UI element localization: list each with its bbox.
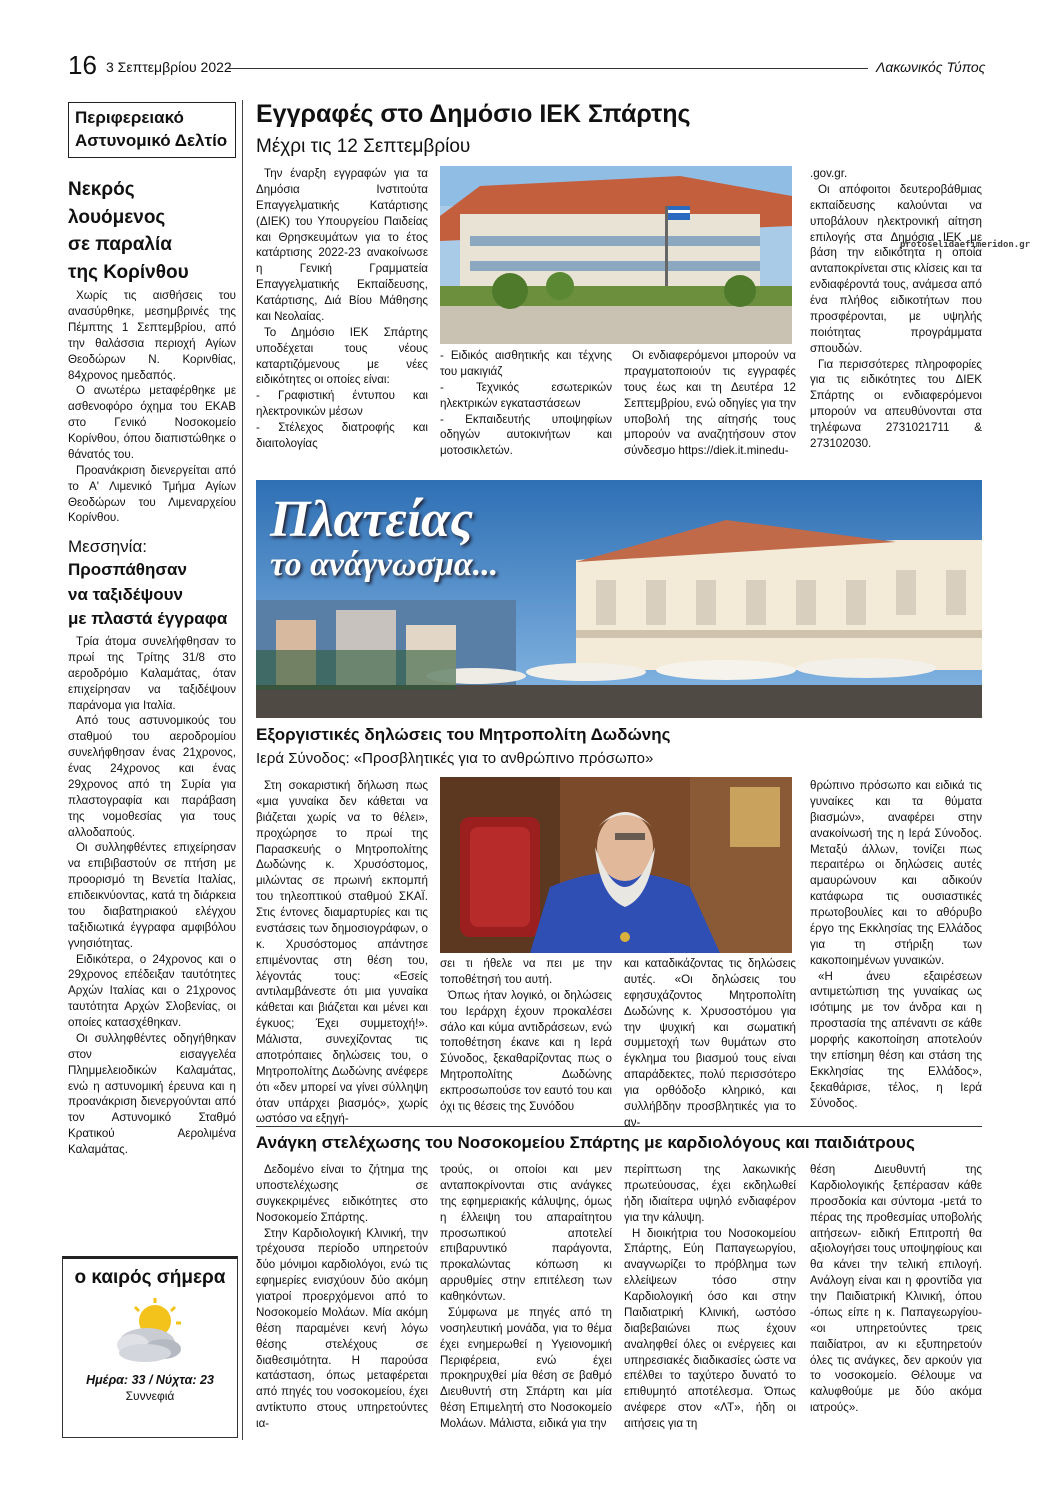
story-messinia-body: Τρία άτομα συνελήφθησαν το πρωί της Τρίτης 31/8 στο αεροδρόμιο Καλαμάτας, όταν επιχείρησαν να ταξιδέψουν παράνομα για Ιταλία. Από τους αστυνομικούς του σταθμού του αεροδρομίου συνελήφθησαν ένας 21χρονος, ένας 24χρονος και ένας 29χρονος από τη Συρία για πλαστογραφία και παράβαση της νομοθεσίας για τους αλλοδαπούς. Οι συλληφθέντες επιχείρησαν να επιβιβαστούν σε πτήση με προορισμό τη Βενετία Ιταλίας, επιδεικνύοντας, κατά τη διάρκεια του διαβατηριακού ελέγχου ταξιδιωτικά έγγραφα αμφιβόλου γνησιότητας. Ειδικότερα, ο 24χρονος και ο 29χρονος επέδειξαν ταυτότητες Αρχών Ιταλίας και ο 21χρονος ταυτότητα Αρχών Σλοβενίας, οι οποίες κατασχέθηκαν. Οι συλληφθέντες οδηγήθηκαν στον εισαγγελέα Πλημμελειοδικών Καλαμάτας, ενώ η αστυνομική έρευνα και η προανάκριση διενεργούνται από τον Αστυνομικό Σταθμό Κρατικού Αερολιμένα Καλαμάτας.	[68, 635, 236, 1157]
weather-description: Συννεφιά	[125, 1389, 175, 1403]
issue-date: 3 Σεπτεμβρίου 2022	[106, 59, 232, 75]
partly-cloudy-icon	[105, 1297, 195, 1367]
hospital-article-title: Ανάγκη στελέχωσης του Νοσοκομείου Σπάρτης με καρδιολόγους και παιδιάτρους	[256, 1133, 915, 1152]
iek-building-photo	[440, 166, 792, 344]
banner-subtitle: το ανάγνωσμα...	[270, 546, 499, 583]
story-corinth	[68, 176, 236, 526]
metropolitan-photo	[440, 777, 792, 953]
hospital-col-1: Δεδομένο είναι το ζήτημα της υποστελέχωσης σε συγκεκριμένες ειδικότητες στο Νοσοκομείο Σπάρτης. Στην Καρδιολογική Κλινική, την τρέχουσα περίοδο υπηρετούν δύο μόνιμοι καρδιολόγοι, ενώ τις εφημερίες ενισχύουν δύο ακόμη γιατροί προερχόμενοι από το Νοσοκομείο Μολάων. Μία ακόμη θέση παραμένει κενή λόγω θέσης στελέχους σε διαθεσιμότητα. Η παρούσα κατάσταση, όπως μεταφέρεται από πηγές του νοσοκομείου, έχει αντίκτυπο στους υπηρετούντες ια-	[256, 1163, 428, 1430]
iek-col-4: .gov.gr. Οι απόφοιτοι δευτεροβάθμιας εκπαίδευσης καλούνται να υποβάλουν ηλεκτρονική αίτηση επιλογής στα Δημόσια ΙΕΚ με βάση την ειδικότητα η οποία ανταποκρίνεται στις κλίσεις και τα ενδιαφέροντά τους, ανάμεσα από ένα πλήθος ειδικοτήτων που προσφέρονται, με υψηλής ποιότητας προγράμματα σπουδών. Για περισσότερες πληροφορίες για τις ειδικότητες του ΔΙΕΚ Σπάρτης οι ενδιαφερόμενοι μπορούν να απευθύνονται στα τηλέφωνα 2731021711 & 273102030.	[810, 167, 982, 450]
story-corinth-title: Νεκρός λουόμενος σε παραλία της Κορίνθου	[68, 179, 189, 283]
plateias-banner	[256, 480, 982, 718]
hospital-col-4: θέση Διευθυντή της Καρδιολογικής ξεπέρασαν κάθε προσδοκία και σύντομα -μετά το πέρας της προθεσμίας υποβολής αιτήσεων- ειδική Επιτροπή θα αξιολογήσει τους υποψηφίους και θα κάνει την τελική επιλογή. Ανάλογη είναι και η φροντίδα για την Παιδιατρική Κλινική, όπου -όπως είπε η κ. Παπαγεωργίου- «οι υπηρετούντες τρεις παιδίατροι, αν κι εξυπηρετούν όλες τις ανάγκες, δεν αρκούν για το νοσοκομείο. Θέλουμε να καλυφθούμε με δύο ακόμα ιατρούς».	[810, 1163, 982, 1415]
iek-col-2: - Ειδικός αισθητικής και τέχνης του μακιγιάζ - Τεχνικός εσωτερικών ηλεκτρικών εγκαταστάσεων - Εκπαιδευτής υποψηφίων οδηγών αυτοκινήτων και μοτοσικλετών.	[440, 349, 612, 458]
story-corinth-body: Χωρίς τις αισθήσεις του ανασύρθηκε, μεσημβρινές της Πέμπτης 1 Σεπτεμβρίου, από την θαλάσσια περιοχή Αγίων Θεοδώρων Ν. Κορινθίας, 84χρονος ημεδαπός. Ο ανωτέρω μεταφέρθηκε με ασθενοφόρο όχημα του ΕΚΑΒ στο Γενικό Νοσοκομείο Κορίνθου, όπου διαπιστώθηκε ο θάνατός του. Προανάκριση διενεργείται από το Α' Λιμενικό Τμήμα Αγίων Θεοδώρων του Λιμεναρχείου Κορίνθου.	[68, 289, 236, 525]
banner-title: Πλατείας	[270, 491, 474, 548]
story-messinia-title: Προσπάθησαν να ταξιδέψουν με πλαστά έγγραφα	[68, 560, 228, 629]
weather-temperatures: Ημέρα: 33 / Νύχτα: 23	[86, 1373, 214, 1387]
weather-title: ο καιρός σήμερα	[74, 1267, 226, 1288]
iek-col-3: Οι ενδιαφερόμενοι μπορούν να πραγματοποιούν τις εγγραφές τους έως και τη Δευτέρα 12 Σεπτεμβρίου, ενώ οδηγίες για την υποβολή της αίτησής τους μπορούν να αναζητήσουν στον σύνδεσμο https://diek.it.minedu-	[624, 349, 796, 458]
police-bulletin-title: Περιφερειακό Αστυνομικό Δελτίο	[68, 102, 236, 158]
dodoni-col-3: και καταδικάζοντας τις δηλώσεις αυτές. «Οι δηλώσεις του εφησυχάζοντος Μητροπολίτη Δωδώνης κ. Χρυσοστόμου για την ψυχική και σωματική συμμετοχή των θυμάτων στο έγκλημα του βιασμού τους είναι απαράδεκτες, πολύ περισσότερο για ορθόδοξο κληρικό, και συλλήβδην προσβλητικές για το αν-	[624, 957, 796, 1129]
header-rule	[228, 68, 868, 69]
dodoni-col-2: σει τι ήθελε να πει με την τοποθέτησή του αυτή. Όπως ήταν λογικό, οι δηλώσεις του Ιεράρχη έχουν προκαλέσει σάλο και κύμα αντιδράσεων, ενώ τοποθέτηση έκανε και η Ιερά Σύνοδος, ξεκαθαρίζοντας πως ο Μητροπολίτης Δωδώνης εκπροσωπούσε τον εαυτό του και όχι τις θέσεις της Συνόδου	[440, 957, 612, 1113]
weather-box	[62, 1256, 238, 1438]
police-bulletin-box	[68, 102, 236, 158]
page-number: 16	[68, 50, 97, 80]
hospital-col-3: περίπτωση της λακωνικής πρωτεύουσας, έχει εκδηλωθεί ήδη ιδιαίτερα υψηλό ενδιαφέρον για την κάλυψη. Η διοικήτρια του Νοσοκομείου Σπάρτης, Εύη Παπαγεωργίου, αναγνωρίζει το πρόβλημα των ελλείψεων τόσο στην Καρδιολογική όσο και στην Παιδιατρική Κλινική, ωστόσο διαβεβαιώνει πως έχουν αναληφθεί όλες οι ενέργειες και υπηρεσιακές διαδικασίες ώστε να επέλθει το ταχύτερο δυνατό το επιθυμητό αποτέλεσμα. Όπως ανέφερε στον «ΛΤ», ήδη οι αιτήσεις για τη	[624, 1163, 796, 1430]
watermark: protoselidaefimeridon.gr	[900, 240, 1031, 250]
dodoni-col-4: θρώπινο πρόσωπο και ειδικά τις γυναίκες και τα θύματα βιασμών», αναφέρει στην ανακοίνωσή της η Ιερά Σύνοδος. Μεταξύ άλλων, τονίζει πως περαιτέρω οι δηλώσεις αυτές αμαυρώνουν και αδικούν κατάφωρα τις ουσιαστικές πρωτοβουλίες και το αθόρυβο έργο της Εκκλησίας της Ελλάδος για τη στήριξη των κακοποιημένων γυναικών. «Η άνευ εξαιρέσεων αντιμετώπιση της γυναίκας ως ισότιμης με τον άνδρα και η προστασία της απέναντι σε κάθε μορφής κακοποίηση αποτελούν την επίσημη θέση και στάση της Εκκλησίας της Ελλάδος», ξεκαθάρισε, τέλος, η Ιερά Σύνοδος.	[810, 779, 982, 1110]
newspaper-name: Λακωνικός Τύπος	[876, 59, 986, 75]
story-messinia	[68, 536, 236, 1158]
iek-article-title: Εγγραφές στο Δημόσιο ΙΕΚ Σπάρτης	[256, 100, 691, 128]
hospital-col-2: τρούς, οι οποίοι και μεν ανταποκρίνονται στις ανάγκες της εφημεριακής κάλυψης, όμως η έλλειψη του απαραίτητου προσωπικού αποτελεί επιβαρυντικό παράγοντα, προκαλώντας κόπωση κι αρρυθμίες στην επιτέλεση των καθηκόντων. Σύμφωνα με πηγές από τη νοσηλευτική μονάδα, για το θέμα έχει ενημερωθεί η Υγειονομική Περιφέρεια, ενώ έχει προκηρυχθεί μία θέση σε βαθμό Διευθυντή στη Σπάρτη και μία θέση Επιμελητή στο Νοσοκομείο Μολάων. Μάλιστα, ειδικά για την	[440, 1163, 612, 1430]
dodoni-article-title: Εξοργιστικές δηλώσεις του Μητροπολίτη Δωδώνης	[256, 725, 671, 744]
dodoni-article-subtitle: Ιερά Σύνοδος: «Προσβλητικές για το ανθρώπινο πρόσωπο»	[256, 750, 654, 767]
story-messinia-label: Μεσσηνία:	[68, 537, 148, 556]
iek-col-1: Την έναρξη εγγραφών για τα Δημόσια Ινστιτούτα Επαγγελματικής Κατάρτισης (ΔΙΕΚ) του Υπουργείου Παιδείας και Θρησκευμάτων για το έτος κατάρτισης 2022-23 ανακοίνωσε η Γενική Γραμματεία Επαγγελματικής Εκπαίδευσης, Κατάρτισης, Διά Βίου Μάθησης και Νεολαίας. Το Δημόσιο ΙΕΚ Σπάρτης υποδέχεται τους νέους καταρτιζόμενους με νέες ειδικότητες οι οποίες είναι: - Γραφιστική έντυπου και ηλεκτρονικών μέσων - Στέλεχος διατροφής και διαιτολογίας	[256, 167, 428, 450]
section-rule	[256, 1126, 982, 1127]
column-divider	[242, 100, 243, 1440]
dodoni-col-1: Στη σοκαριστική δήλωση πως «μια γυναίκα δεν κάθεται να βιάζεται χωρίς να το θέλει», προχώρησε το πρωί της Παρασκευής ο Μητροπολίτης Δωδώνης κ. Χρυσόστομος, μιλώντας σε πρωινή εκπομπή του τηλεοπτικού σταθμού ΣΚΑΪ. Στις έντονες διαμαρτυρίες και τις ενστάσεις των δημοσιογράφων, ο κ. Χρυσόστομος απάντησε επιμένοντας στη θέση του, λέγοντάς τους: «Εσείς αντιλαμβάνεστε ότι μια γυναίκα κάθεται και βιάζεται και μένει και έγκυος; Έχει συμμετοχή!». Μάλιστα, συνεχίζοντας τις αποτρόπαιες δηλώσεις του, ο Μητροπολίτης Δωδώνης ανέφερε ότι «δεν μπορεί να γίνει σύλληψη όταν υπάρχει βιασμός», χωρίς ωστόσο να εξηγή-	[256, 779, 428, 1126]
iek-article-subtitle: Μέχρι τις 12 Σεπτεμβρίου	[256, 136, 471, 157]
